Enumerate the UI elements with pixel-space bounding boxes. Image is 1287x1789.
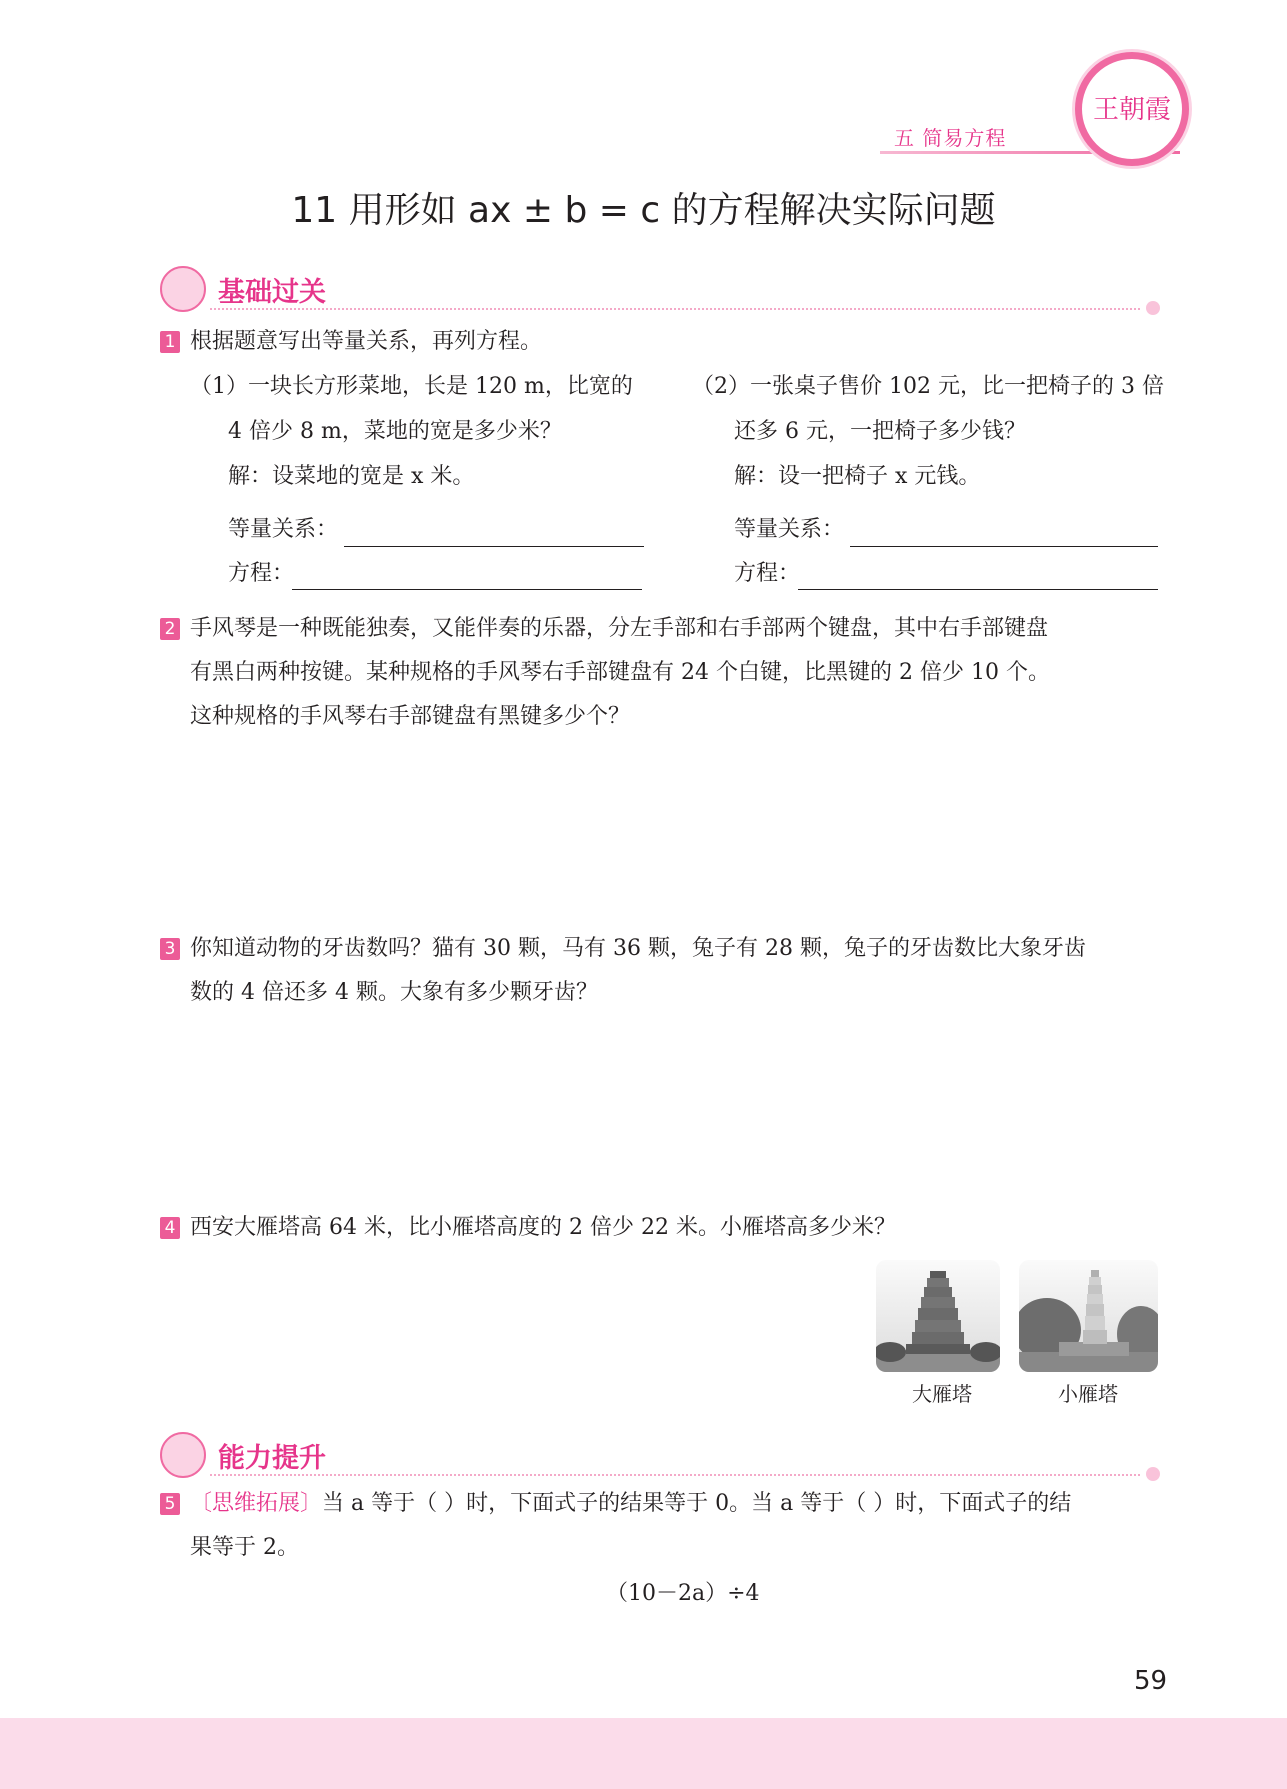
q4-line1: 西安大雁塔高 64 米，比小雁塔高度的 2 倍少 22 米。小雁塔高多少米？ (190, 1215, 896, 1240)
q3-answer-area[interactable] (190, 1020, 1158, 1210)
q1-part1-relation-label: 等量关系： (228, 517, 339, 542)
pagoda-icon (876, 1260, 1000, 1372)
chapter-title: 五 简易方程 (894, 126, 1007, 150)
q2-line1: 手风琴是一种既能独奏，又能伴奏的乐器，分左手部和右手部两个键盘，其中右手部键盘 (190, 616, 1049, 641)
q1-part1-equation-blank[interactable] (292, 588, 642, 590)
brand-logo (1075, 52, 1189, 166)
small-wild-goose-pagoda-image (1019, 1260, 1158, 1372)
question-number: 2 (160, 618, 180, 640)
question-number: 4 (160, 1217, 180, 1239)
q1-part2-relation-blank[interactable] (850, 545, 1158, 547)
q3-line1: 你知道动物的牙齿数吗？猫有 30 颗，马有 36 颗，兔子有 28 颗，兔子的牙齿数比大象牙齿 (190, 936, 1086, 961)
section-advanced (160, 1430, 1160, 1482)
q5-formula: （10－2a）÷4 (606, 1581, 760, 1606)
q2-answer-area[interactable] (190, 745, 1158, 915)
footer-band (0, 1718, 1287, 1789)
caption-big-pagoda: 大雁塔 (912, 1382, 972, 1406)
decor-dot-icon (1146, 301, 1160, 315)
q5-line1-text: 当 a 等于（ ）时，下面式子的结果等于 0。当 a 等于（ ）时，下面式子的结 (322, 1491, 1072, 1516)
section-basic-title: 基础过关 (218, 277, 326, 308)
q1-part2-line3: 解：设一把椅子 x 元钱。 (734, 464, 981, 489)
mascot-icon (160, 266, 206, 312)
section-divider (210, 308, 1140, 310)
q2-line3: 这种规格的手风琴右手部键盘有黑键多少个？ (190, 704, 631, 729)
q1-part2-equation-blank[interactable] (798, 588, 1158, 590)
q1-part2-line1: （2）一张桌子售价 102 元，比一把椅子的 3 倍 (692, 374, 1164, 399)
q1-part1-relation-blank[interactable] (344, 545, 644, 547)
q1-part1-line3: 解：设菜地的宽是 x 米。 (228, 464, 475, 489)
big-wild-goose-pagoda-image (876, 1260, 1000, 1372)
q1-part1-line2: 4 倍少 8 m，菜地的宽是多少米？ (228, 419, 562, 444)
q1-part1-line1: （1）一块长方形菜地，长是 120 m，比宽的 (190, 374, 633, 399)
mascot-icon (160, 1432, 206, 1478)
q2-line2: 有黑白两种按键。某种规格的手风琴右手部键盘有 24 个白键，比黑键的 2 倍少 10 个。 (190, 660, 1050, 685)
q1-part2-line2: 还多 6 元，一把椅子多少钱？ (734, 419, 1026, 444)
section-advanced-title: 能力提升 (218, 1443, 326, 1474)
section-divider (210, 1474, 1140, 1476)
pagoda-icon (1019, 1260, 1158, 1372)
question-number: 3 (160, 938, 180, 960)
q5-tag: 〔思维拓展〕 (190, 1491, 323, 1516)
q1-part2-equation-label: 方程： (734, 561, 801, 586)
decor-dot-icon (1146, 1467, 1160, 1481)
q1-stem: 根据题意写出等量关系，再列方程。 (190, 329, 543, 354)
brand-logo-text: 王朝霞 (1092, 95, 1171, 125)
q1-part2-relation-label: 等量关系： (734, 517, 845, 542)
section-basic (160, 264, 1160, 316)
question-number: 5 (160, 1493, 180, 1515)
q1-part1-equation-label: 方程： (228, 561, 295, 586)
page-title: 11 用形如 ax ± b = c 的方程解决实际问题 (291, 190, 996, 231)
page-number: 59 (1134, 1666, 1168, 1696)
question-number: 1 (160, 331, 180, 353)
q3-line2: 数的 4 倍还多 4 颗。大象有多少颗牙齿？ (190, 980, 598, 1005)
q5-line2: 果等于 2。 (190, 1535, 299, 1560)
q5-line1 (190, 1482, 1071, 1526)
caption-small-pagoda: 小雁塔 (1058, 1382, 1118, 1406)
